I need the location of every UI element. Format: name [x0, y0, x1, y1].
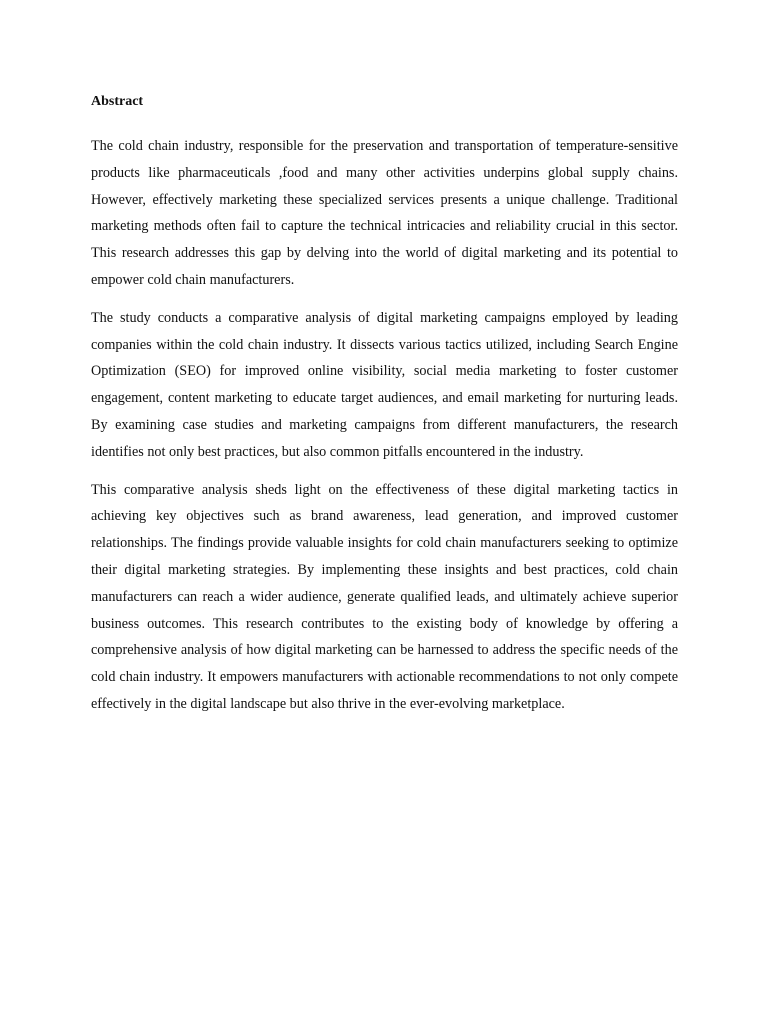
- abstract-paragraph-3: This comparative analysis sheds light on the effectiveness of these digital marketing tactics in achieving key objectives such as brand awareness, lead generation, and improved customer relationships. The findings provide valuable insights for cold chain manufacturers seeking to optimize their digital marketing strategies. By implementing these insights and best practices, cold chain manufacturers can reach a wider audience, generate qualified leads, and ultimately achieve superior business outcomes. This research contributes to the existing body of knowledge by offering a comprehensive analysis of how digital marketing can be harnessed to address the specific needs of the cold chain industry. It empowers manufacturers with actionable recommendations to not only compete effectively in the digital landscape but also thrive in the ever-evolving marketplace.: [91, 481, 678, 712]
- abstract-heading: Abstract: [91, 94, 144, 109]
- abstract-paragraph-1: The cold chain industry, responsible for the preservation and transportation of temperature-sensitive products like pharmaceuticals ,food and many other activities underpins global supply chains. However, effectively marketing these specialized services presents a unique challenge. Traditional marketing methods often fail to capture the technical intricacies and reliability crucial in this sector. This research addresses this gap by delving into the world of digital marketing and its potential to empower cold chain manufacturers.: [91, 138, 678, 288]
- abstract-paragraph-2: The study conducts a comparative analysis of digital marketing campaigns employed by leading companies within the cold chain industry. It dissects various tactics utilized, including Search Engine Optimization (SEO) for improved online visibility, social media marketing to foster customer engagement, content marketing to educate target audiences, and email marketing for nurturing leads. By examining case studies and marketing campaigns from different manufacturers, the research identifies not only best practices, but also common pitfalls encountered in the industry.: [91, 309, 678, 460]
- abstract-section: [91, 90, 678, 729]
